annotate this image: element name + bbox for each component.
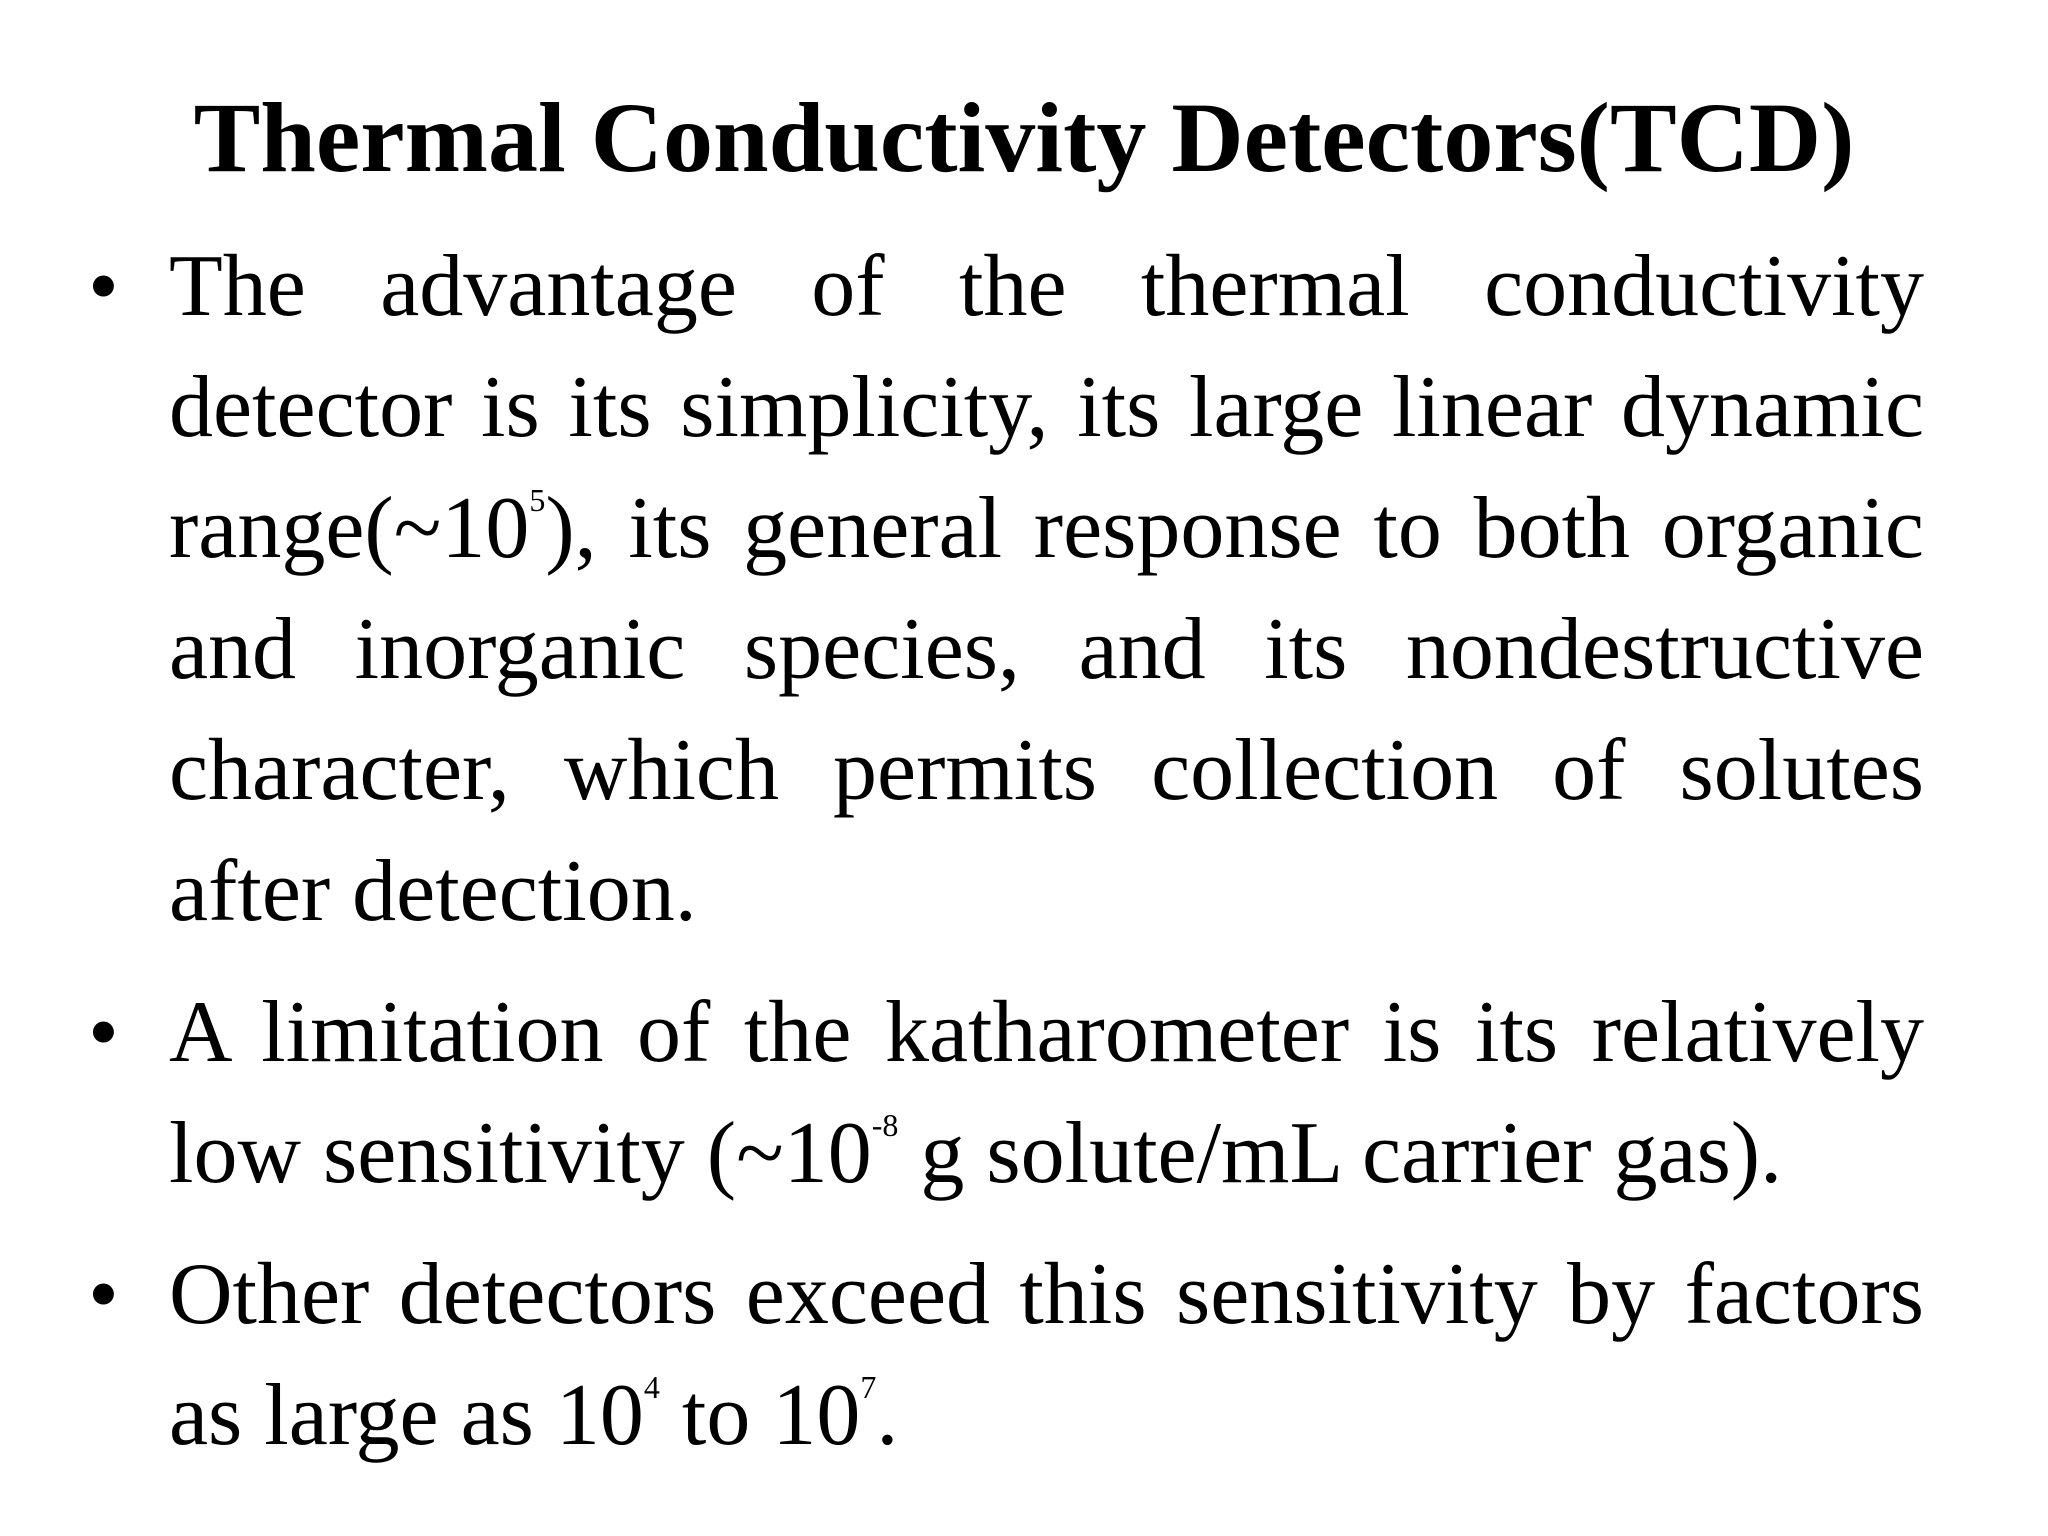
- bullet-text: .: [876, 1367, 899, 1464]
- bullet-dot-icon: •: [88, 238, 119, 335]
- bullet-text: Other detectors exceed this sensitivity by factors as large as 10: [169, 1246, 1924, 1464]
- bullet-text: to 10: [659, 1367, 861, 1464]
- bullet-dot-icon: •: [88, 1246, 119, 1343]
- bullet-dot-icon: •: [88, 984, 119, 1081]
- bullet-text: A limitation of the katharometer is its relatively low sensitivity (~10: [169, 984, 1924, 1202]
- bullet-limitation: [86, 972, 1924, 1214]
- bullet-list: [86, 226, 1924, 1476]
- bullet-advantage: [86, 226, 1924, 952]
- bullet-text: The advantage of the thermal conductivity detector is its simplicity, its large linear dynamic range(~10: [169, 238, 1924, 577]
- superscript-exponent: 5: [529, 482, 546, 518]
- bullet-text: ), its general response to both organic and inorganic species, and its nondestructive character, which permits collection of solutes after detection.: [169, 480, 1924, 940]
- superscript-exponent: 7: [860, 1369, 877, 1405]
- bullet-text: g solute/mL carrier gas).: [898, 1105, 1783, 1202]
- slide-title: Thermal Conductivity Detectors(TCD): [193, 82, 1855, 193]
- superscript-exponent: 4: [643, 1369, 660, 1405]
- superscript-exponent: -8: [871, 1107, 899, 1143]
- bullet-other-detectors: [86, 1234, 1924, 1476]
